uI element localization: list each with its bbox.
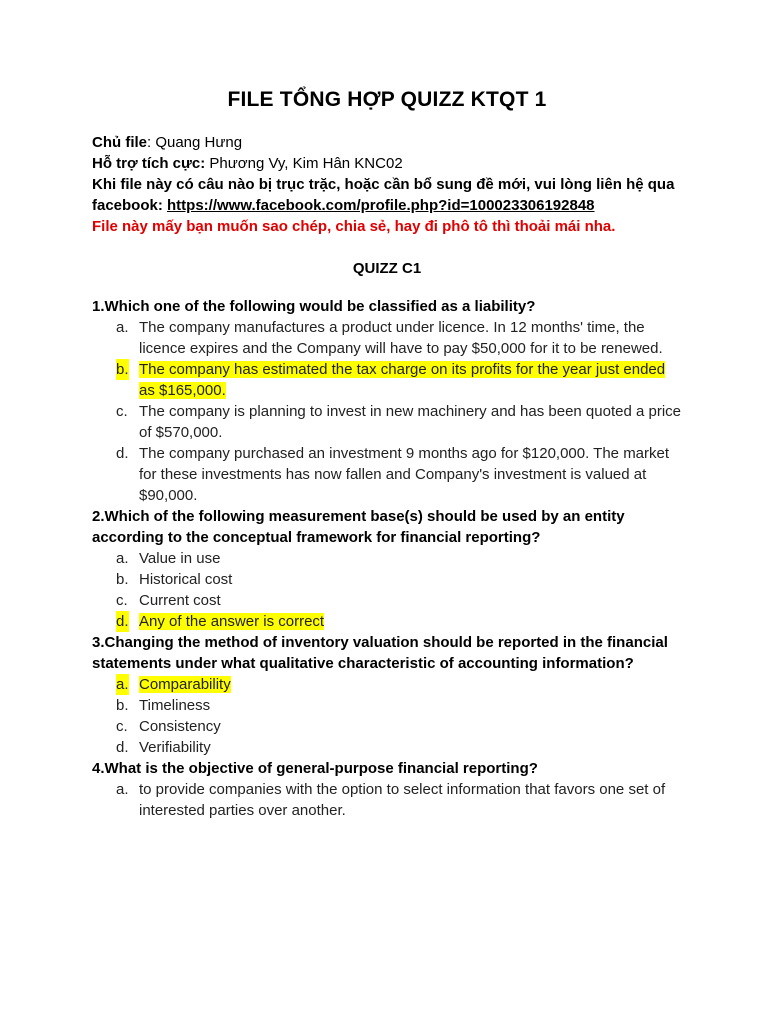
section-title: QUIZZ C1 (352, 260, 422, 277)
question-text: 2.Which of the following measurement base(s) should be used by an entity according to the conceptual framework for financial reporting? (92, 508, 625, 546)
option-letter: a. (116, 781, 129, 798)
option-letter: b. (116, 697, 129, 714)
option-letter: d. (116, 445, 129, 462)
question-block (92, 758, 682, 821)
option-letter: b. (116, 361, 129, 378)
option-list (92, 674, 682, 758)
support-value: Phương Vy, Kim Hân KNC02 (205, 155, 403, 172)
option-text: Comparability (139, 676, 231, 693)
question-text: 3.Changing the method of inventory valuation should be reported in the financial statements under what qualitative characteristic of accounting information? (92, 634, 668, 672)
option-text: The company purchased an investment 9 months ago for $120,000. The market for these investments has now fallen and Company's investment is valued at $90,000. (139, 445, 670, 504)
option-item (92, 590, 682, 611)
option-text: Current cost (139, 592, 221, 609)
option-text: The company is planning to invest in new machinery and has been quoted a price of $570,000. (139, 403, 681, 441)
owner-value: : Quang Hưng (147, 134, 243, 151)
option-letter: d. (116, 739, 129, 756)
option-text: Historical cost (139, 571, 233, 588)
option-list (92, 779, 682, 821)
option-list (92, 548, 682, 632)
option-text: Any of the answer is correct (139, 613, 325, 630)
support-line (92, 153, 682, 174)
question-block (92, 296, 682, 506)
option-letter: b. (116, 571, 129, 588)
option-item-correct (92, 611, 682, 632)
contact-line (92, 174, 682, 216)
option-text: The company has estimated the tax charge on its profits for the year just ended as $165,000. (139, 361, 666, 399)
option-text: to provide companies with the option to select information that favors one set of interested parties over another. (139, 781, 666, 819)
option-item (92, 401, 682, 443)
facebook-link[interactable]: https://www.facebook.com/profile.php?id=100023306192848 (167, 197, 595, 214)
option-item (92, 695, 682, 716)
option-letter: a. (116, 319, 129, 336)
question-block (92, 632, 682, 758)
support-label: Hỗ trợ tích cực: (92, 155, 206, 172)
option-letter: a. (116, 550, 129, 567)
option-text: Verifiability (139, 739, 211, 756)
option-item (92, 716, 682, 737)
question-text: 1.Which one of the following would be classified as a liability? (92, 298, 536, 315)
option-text: The company manufactures a product under licence. In 12 months' time, the licence expires and the Company will have to pay $50,000 for it to be renewed. (139, 319, 663, 357)
document-title: FILE TỔNG HỢP QUIZZ KTQT 1 (227, 88, 547, 111)
contact-text: Khi file này có câu nào bị trục trặc, hoặc cần bổ sung đề mới, vui lòng liên hệ qua facebook: (92, 176, 675, 214)
owner-label: Chủ file (92, 134, 147, 151)
option-item (92, 317, 682, 359)
option-letter: c. (116, 718, 128, 735)
option-letter: c. (116, 403, 128, 420)
share-note: File này mấy bạn muốn sao chép, chia sẻ, hay đi phô tô thì thoải mái nha. (92, 218, 616, 235)
option-item (92, 443, 682, 506)
option-letter: d. (116, 613, 129, 630)
question-block (92, 506, 682, 632)
owner-line (92, 132, 682, 153)
question-text: 4.What is the objective of general-purpose financial reporting? (92, 760, 538, 777)
option-item-correct (92, 674, 682, 695)
document-page (92, 86, 682, 821)
option-item (92, 569, 682, 590)
option-letter: a. (116, 676, 129, 693)
option-item-correct (92, 359, 682, 401)
option-letter: c. (116, 592, 128, 609)
option-item (92, 779, 682, 821)
option-item (92, 737, 682, 758)
option-text: Timeliness (139, 697, 211, 714)
option-list (92, 317, 682, 506)
option-text: Value in use (139, 550, 221, 567)
option-text: Consistency (139, 718, 221, 735)
option-item (92, 548, 682, 569)
